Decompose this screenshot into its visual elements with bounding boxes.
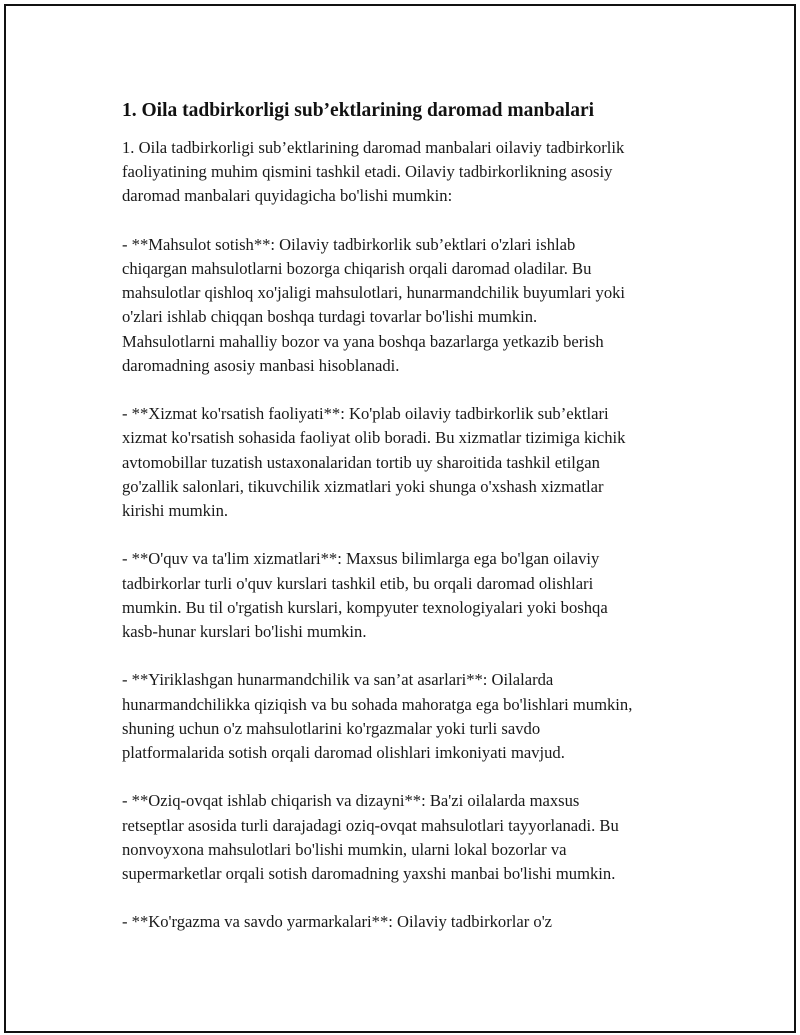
- paragraph-line: avtomobillar tuzatish ustaxonalaridan tortib uy sharoitida tashkil etilgan: [122, 452, 600, 472]
- paragraph: [122, 402, 702, 523]
- paragraph-line: - **Xizmat ko'rsatish faoliyati**: Ko'plab oilaviy tadbirkorlik sub’ektlari: [122, 404, 609, 424]
- paragraph-line: faoliyatining muhim qismini tashkil etadi. Oilaviy tadbirkorlikning asosiy: [122, 162, 613, 182]
- paragraph: [122, 136, 702, 209]
- paragraph-line: platformalarida sotish orqali daromad olishlari imkoniyati mavjud.: [122, 743, 565, 763]
- paragraph-line: - **O'quv va ta'lim xizmatlari**: Maxsus bilimlarga ega bo'lgan oilaviy: [122, 549, 600, 569]
- paragraph-line: nonvoyxona mahsulotlari bo'lishi mumkin, ularni lokal bozorlar va: [122, 839, 567, 859]
- paragraph-line: - **Oziq-ovqat ishlab chiqarish va dizayni**: Ba'zi oilalarda maxsus: [122, 791, 580, 811]
- paragraph-line: hunarmandchilikka qiziqish va bu sohada mahoratga ega bo'lishlari mumkin,: [122, 694, 633, 714]
- paragraph: [122, 789, 702, 886]
- paragraph-line: kirishi mumkin.: [122, 501, 229, 521]
- paragraph-line: kasb-hunar kurslari bo'lishi mumkin.: [122, 622, 367, 642]
- paragraph-list: [122, 136, 702, 935]
- paragraph-line: daromad manbalari quyidagicha bo'lishi mumkin:: [122, 186, 453, 206]
- page-frame: [4, 4, 796, 1033]
- document-body: [122, 98, 702, 959]
- paragraph-line: shuning uchun o'z mahsulotlarini ko'rgazmalar yoki turli savdo: [122, 718, 541, 738]
- paragraph-line: retseptlar asosida turli darajadagi oziq-ovqat mahsulotlari tayyorlanadi. Bu: [122, 815, 619, 835]
- paragraph-line: tadbirkorlar turli o'quv kurslari tashkil etib, bu orqali daromad olishlari: [122, 573, 594, 593]
- paragraph-line: o'zlari ishlab chiqqan boshqa turdagi tovarlar bo'lishi mumkin.: [122, 307, 538, 327]
- paragraph: [122, 910, 702, 934]
- paragraph: [122, 668, 702, 765]
- document-heading: 1. Oila tadbirkorligi sub’ektlarining daromad manbalari: [122, 100, 595, 121]
- paragraph-line: mahsulotlar qishloq xo'jaligi mahsulotlari, hunarmandchilik buyumlari yoki: [122, 283, 626, 303]
- paragraph-line: mumkin. Bu til o'rgatish kurslari, kompyuter texnologiyalari yoki boshqa: [122, 597, 608, 617]
- paragraph-line: 1. Oila tadbirkorligi sub’ektlarining daromad manbalari oilaviy tadbirkorlik: [122, 138, 625, 157]
- paragraph-line: daromadning asosiy manbasi hisoblanadi.: [122, 355, 400, 375]
- paragraph-line: - **Ko'rgazma va savdo yarmarkalari**: Oilaviy tadbirkorlar o'z: [122, 912, 553, 932]
- paragraph-line: - **Mahsulot sotish**: Oilaviy tadbirkorlik sub’ektlari o'zlari ishlab: [122, 234, 576, 254]
- paragraph: [122, 547, 702, 644]
- paragraph-line: - **Yiriklashgan hunarmandchilik va san’at asarlari**: Oilalarda: [122, 670, 554, 690]
- paragraph: [122, 233, 702, 378]
- paragraph-line: supermarketlar orqali sotish daromadning yaxshi manbai bo'lishi mumkin.: [122, 864, 616, 884]
- paragraph-line: go'zallik salonlari, tikuvchilik xizmatlari yoki shunga o'xshash xizmatlar: [122, 476, 604, 496]
- paragraph-line: chiqargan mahsulotlarni bozorga chiqarish orqali daromad oladilar. Bu: [122, 259, 592, 278]
- paragraph-line: xizmat ko'rsatish sohasida faoliyat olib boradi. Bu xizmatlar tizimiga kichik: [122, 428, 626, 448]
- paragraph-line: Mahsulotlarni mahalliy bozor va yana boshqa bazarlarga yetkazib berish: [122, 331, 604, 351]
